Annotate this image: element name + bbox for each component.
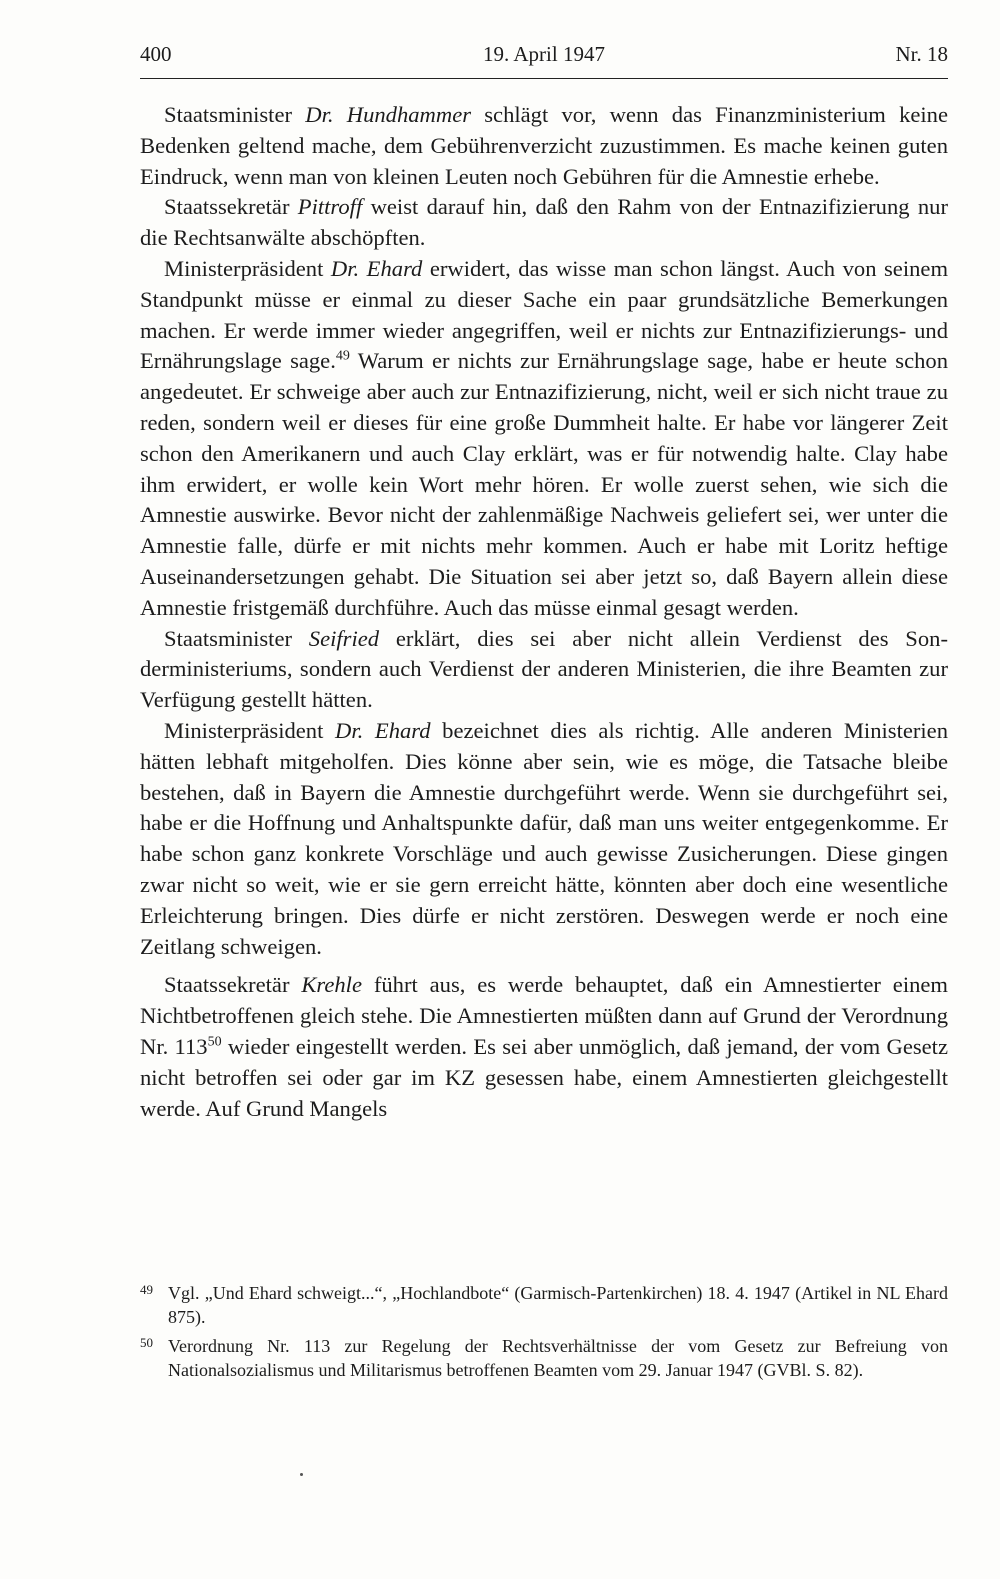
footnotes [140, 1282, 948, 1388]
footnote-reference: 50 [207, 1034, 222, 1050]
running-header [140, 42, 948, 82]
footnote [140, 1282, 948, 1329]
header-rule [140, 78, 948, 79]
header-date: 19. April 1947 [483, 42, 605, 66]
footnote-number: 50 [140, 1335, 153, 1350]
footnote-number: 49 [140, 1282, 153, 1297]
paragraph: Staatssekretär Pittroff weist darauf hin, daß den Rahm von der Entnazifizierung nur die Rechtsanwälte abschöpften. [140, 194, 948, 251]
speaker-name: Seifried [308, 625, 380, 651]
page-number: 400 [140, 42, 172, 66]
footnote-text: Vgl. „Und Ehard schweigt...“, „Hochlandbote“ (Garmisch-Partenkirchen) 18. 4. 1947 (Artikel in NL Ehard 875). [168, 1283, 948, 1327]
paragraph: Staatsminister Dr. Hundhammer schlägt vor, wenn das Finanzministerium keine Bedenken geltend mache, dem Gebührenverzicht zuzustimmen. Es mache keinen guten Eindruck, wenn man von kleinen Leuten noch Gebühren für die Amnestie erhebe. [140, 102, 948, 189]
footnote [140, 1335, 948, 1382]
footnote-reference: 49 [335, 348, 350, 364]
issue-number: Nr. 18 [895, 42, 948, 66]
paragraph: Staatssekretär Krehle führt aus, es werde behauptet, daß ein Amnestierter einem Nichtbetroffenen gleich stehe. Die Amnestierten müßten dann auf Grund der Verordnung Nr. $113^{50}$ wieder eingestellt werden. Es sei aber unmöglich, daß jemand, der vom Gesetz nicht betroffen sei oder gar im KZ gesessen habe, einem Amnestierten gleichgestellt werde. Auf Grund Mangels [140, 972, 948, 1121]
print-speck [300, 1473, 303, 1476]
footnote-text: Verordnung Nr. 113 zur Regelung der Rechtsverhältnisse der vom Gesetz zur Befreiung von Nationalsozialismus und Militarismus betroffenen Beamten vom 29. Januar 1947 (GVBl. S. 82). [168, 1336, 948, 1380]
paragraph: Staatsminister Seifried erklärt, dies sei aber nicht allein Verdienst des Sonderministeriums, sondern auch Verdienst der anderen Ministerien, die ihre Beamten zur Verfügung gestellt hätten. [140, 625, 948, 713]
speaker-name: Pittroff [297, 194, 363, 220]
paragraph: Ministerpräsident Dr. Ehard bezeichnet dies als richtig. Alle anderen Ministerien hätten lebhaft mitgeholfen. Dies könne aber sein, wie es möge, die Tatsache bleibe bestehen, daß in Bayern die Amnestie durchgeführt werde. Wenn sie durchgeführt sei, habe er die Hoffnung und Anhaltspunkte dafür, daß man uns weiter entgegenkomme. Er habe schon ganz konkrete Vorschläge und auch gewisse Zusicherungen. Diese gingen zwar nicht so weit, wie er sie gern erreicht hätte, könnten aber doch eine wesentliche Erleichterung bringen. Dies dürfe er nicht zerstören. Deswegen werde er noch eine Zeitlang schweigen. [140, 717, 948, 959]
speaker-name: Dr. Ehard [330, 255, 423, 281]
speaker-name: Krehle [301, 972, 362, 998]
paragraph: Ministerpräsident Dr. Ehard erwidert, das wisse man schon längst. Auch von seinem Standpunkt müsse er einmal zu dieser Sache ein paar grundsätzliche Bemerkungen machen. Er werde immer wieder angegriffen, weil er nichts zur Entnazifizierungs- und Ernährungslage sage.$^{49}$ Warum er nichts zur Ernährungslage sage, habe er heute schon angedeutet. Er schweige aber auch zur Entnazifizierung, nicht, weil er sich nicht traue zu reden, sondern weil er dieses für eine große Dummheit halte. Er habe vor längerer Zeit schon den Amerikanern und auch Clay erklärt, was er für notwendig halte. Clay habe ihm erwidert, er wolle kein Wort mehr hören. Er wolle zuerst sehen, wie sich die Amnestie auswirke. Bevor nicht der zahlenmäßige Nachweis geliefert sei, wer unter die Amnestie falle, dürfe er mit nichts mehr kommen. Auch er habe mit Loritz heftige Auseinandersetzungen gehabt. Die Situation sei aber jetzt so, daß Bayern allein diese Amnestie fristgemäß durchführe. Auch das müsse einmal gesagt werden. [140, 255, 949, 620]
speaker-name: Dr. Ehard [335, 717, 431, 743]
speaker-name: Dr. Hundhammer [305, 102, 472, 127]
main-text [140, 100, 948, 1124]
